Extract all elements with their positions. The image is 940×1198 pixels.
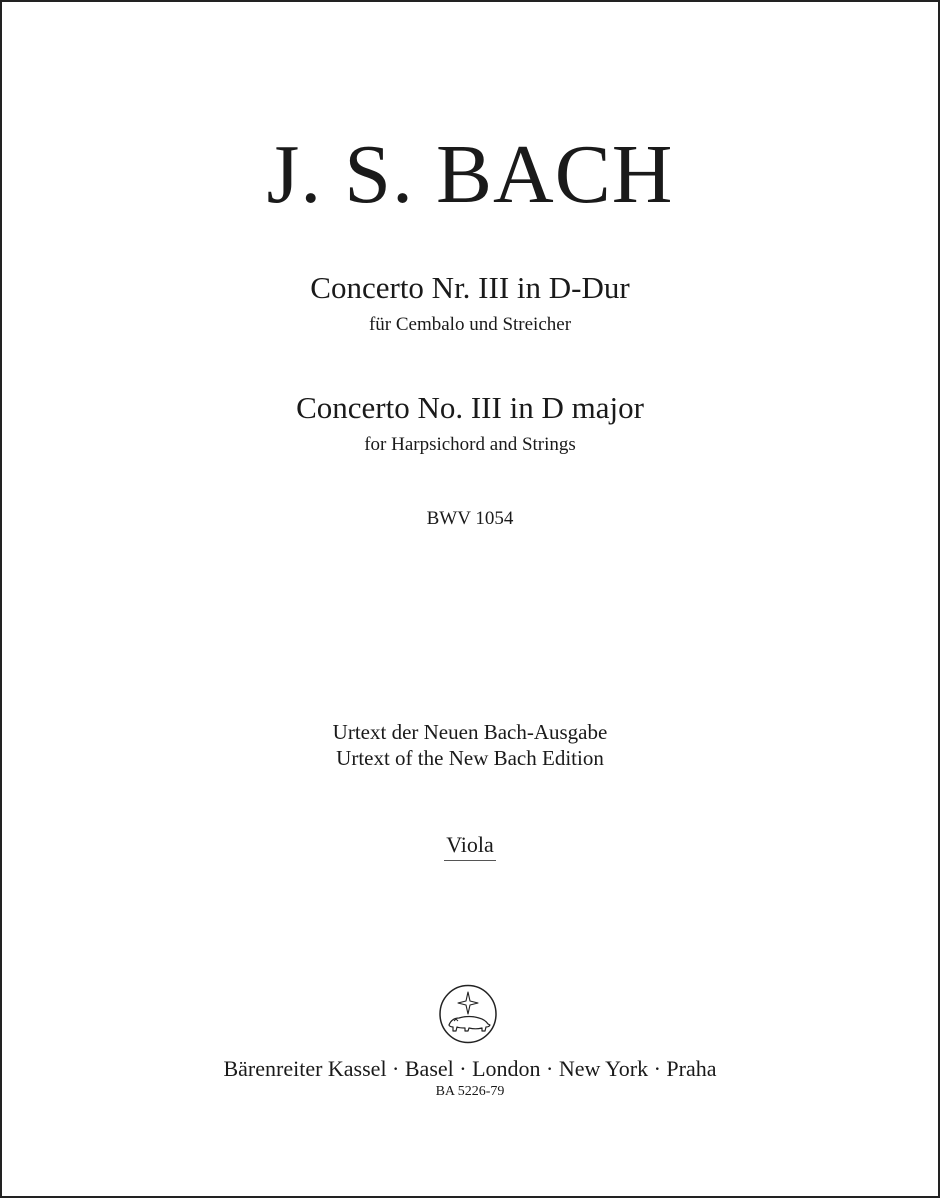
work-title-english: Concerto No. III in D major (296, 390, 644, 425)
bwv-number: BWV 1054 (426, 508, 514, 529)
composer-name: J. S. BACH (266, 128, 674, 221)
urtext-label-german: Urtext der Neuen Bach-Ausgabe (332, 720, 608, 744)
publisher-logo-icon (438, 984, 498, 1044)
instrumentation-english: for Harpsichord and Strings (364, 434, 576, 455)
publisher-order-number: BA 5226-79 (435, 1084, 505, 1099)
urtext-label-english: Urtext of the New Bach Edition (336, 746, 604, 770)
publisher-line: Bärenreiter Kassel · Basel · London · New York · Praha (223, 1056, 717, 1081)
part-label (2, 832, 938, 861)
instrumentation-german: für Cembalo und Streicher (368, 314, 572, 335)
work-title-german: Concerto Nr. III in D-Dur (310, 270, 630, 305)
part-name: Viola (444, 832, 496, 861)
